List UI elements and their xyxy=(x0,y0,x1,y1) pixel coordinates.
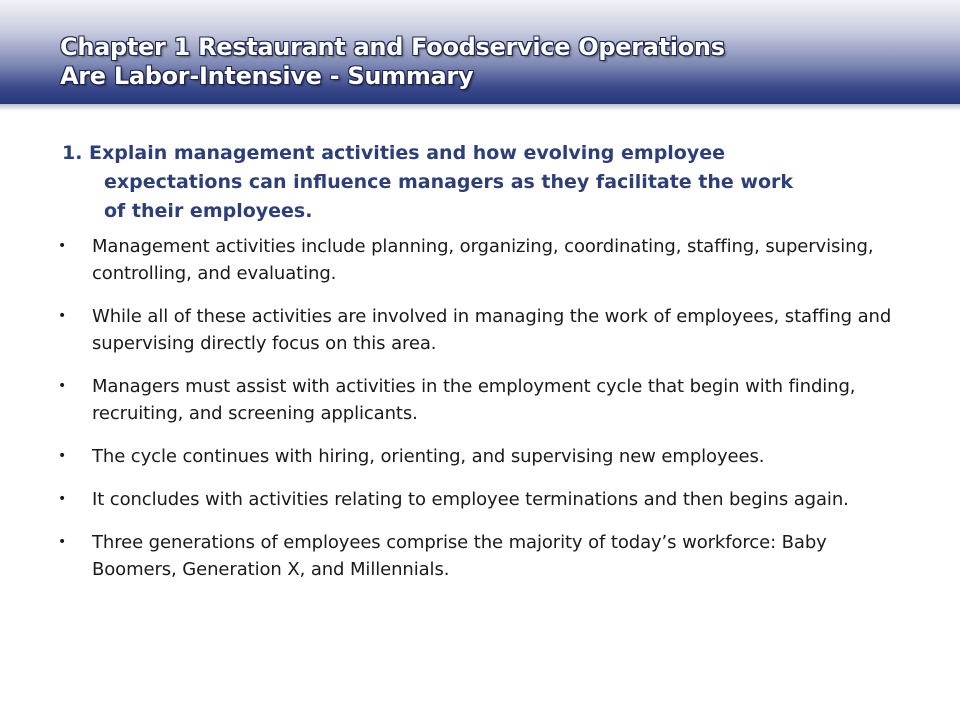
objective-line-1: 1. Explain management activities and how evolving employee xyxy=(62,142,726,164)
bullet-marker: • xyxy=(58,308,67,324)
slide-title-line-1: Chapter 1 Restaurant and Foodservice Operations xyxy=(60,33,725,61)
learning-objective xyxy=(62,139,922,226)
header-shadow xyxy=(0,104,960,111)
bullet-item-3 xyxy=(58,373,898,427)
bullet-marker: • xyxy=(58,491,67,507)
slide-title-line-2: Are Labor-Intensive - Summary xyxy=(60,62,474,90)
bullet-text: Three generations of employees comprise the majority of today’s workforce: Baby Boomers, Generation X, and Millennials. xyxy=(92,532,827,580)
bullet-item-1 xyxy=(58,233,898,287)
bullet-marker: • xyxy=(58,534,67,550)
bullet-item-5 xyxy=(58,486,898,513)
slide-title xyxy=(60,33,725,91)
bullet-item-6 xyxy=(58,529,898,583)
bullet-marker: • xyxy=(58,448,67,464)
bullet-text: Management activities include planning, organizing, coordinating, staffing, supervising, controlling, and evaluating. xyxy=(92,236,874,284)
bullet-item-4 xyxy=(58,443,898,470)
bullet-text: Managers must assist with activities in the employment cycle that begin with finding, recruiting, and screening applicants. xyxy=(92,376,856,424)
bullet-marker: • xyxy=(58,378,67,394)
bullet-text: The cycle continues with hiring, orienting, and supervising new employees. xyxy=(92,446,765,467)
objective-line-3: of their employees. xyxy=(104,200,313,222)
bullet-item-2 xyxy=(58,303,898,357)
objective-line-2: expectations can influence managers as they facilitate the work xyxy=(104,171,794,193)
bullet-marker: • xyxy=(58,238,67,254)
bullet-text: While all of these activities are involved in managing the work of employees, staffing and supervising directly focus on this area. xyxy=(92,306,892,354)
summary-bullet-list xyxy=(58,233,898,599)
bullet-text: It concludes with activities relating to employee terminations and then begins again. xyxy=(92,489,849,510)
